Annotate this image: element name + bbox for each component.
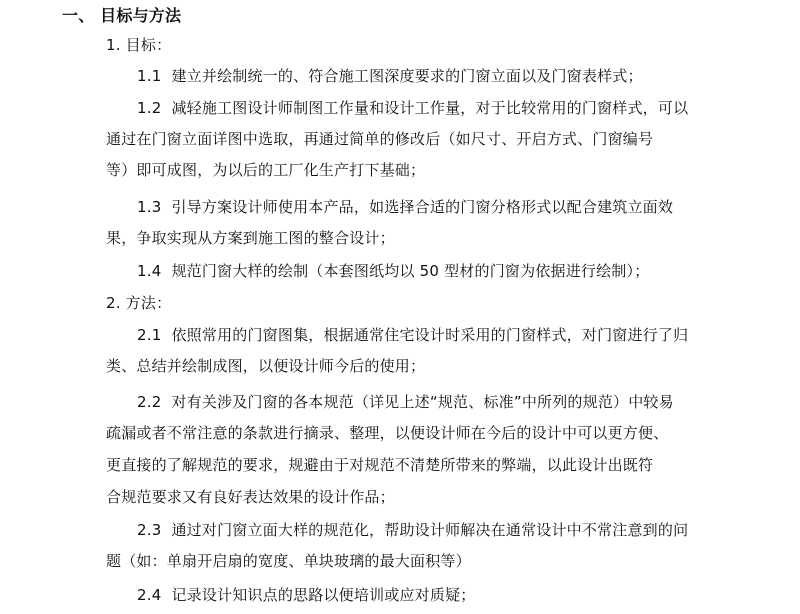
item-number: 2.2 bbox=[137, 393, 162, 411]
item-text: 依照常用的门窗图集，根据通常住宅设计时采用的门窗样式，对门窗进行了归 bbox=[171, 326, 689, 344]
item-text: 记录设计知识点的思路以便培训或应对质疑； bbox=[171, 586, 476, 604]
item-text: 建立并绘制统一的、符合施工图深度要求的门窗立面以及门窗表样式； bbox=[171, 67, 643, 85]
item-text: 规范门窗大样的绘制（本套图纸均以 50 型材的门窗为依据进行绘制）； bbox=[171, 262, 650, 280]
goal-item-1-4 bbox=[137, 261, 649, 281]
method-item-2-4 bbox=[137, 585, 475, 605]
method-item-2-2-line-2: 疏漏或者不常注意的条款进行摘录、整理，以便设计师在今后的设计中可以更方便、 bbox=[106, 424, 669, 442]
goal-item-1-2-line-3: 等）即可成图，为以后的工厂化生产打下基础； bbox=[106, 161, 426, 179]
method-item-2-2-line-4: 合规范要求又有良好表达效果的设计作品； bbox=[106, 488, 395, 506]
item-text: 减轻施工图设计师制图工作量和设计工作量，对于比较常用的门窗样式，可以 bbox=[171, 99, 689, 117]
goals-label: 1. 目标： bbox=[106, 36, 172, 54]
goal-item-1-3 bbox=[137, 197, 673, 217]
item-number: 2.3 bbox=[137, 521, 162, 539]
method-item-2-2-line-3: 更直接的了解规范的要求，规避由于对规范不清楚所带来的弊端，以此设计出既符 bbox=[106, 456, 654, 474]
method-item-2-3 bbox=[137, 520, 688, 540]
item-text: 对有关涉及门窗的各本规范（详见上述“规范、标准”中所列的规范）中较易 bbox=[171, 393, 674, 411]
item-number: 2.4 bbox=[137, 586, 162, 604]
item-number: 1.1 bbox=[137, 67, 162, 85]
method-item-2-3-line-2: 题（如：单扇开启扇的宽度、单块玻璃的最大面积等） bbox=[106, 552, 471, 570]
goal-item-1-3-line-2: 果，争取实现从方案到施工图的整合设计； bbox=[106, 229, 395, 247]
section-heading: 一、 目标与方法 bbox=[62, 6, 182, 25]
method-item-2-1-line-2: 类、总结并绘制成图，以便设计师今后的使用； bbox=[106, 357, 426, 375]
item-number: 1.3 bbox=[137, 198, 162, 216]
item-number: 1.4 bbox=[137, 262, 162, 280]
method-item-2-2 bbox=[137, 392, 674, 412]
item-text: 引导方案设计师使用本产品，如选择合适的门窗分格形式以配合建筑立面效 bbox=[171, 198, 674, 216]
item-number: 2.1 bbox=[137, 326, 162, 344]
item-number: 1.2 bbox=[137, 99, 162, 117]
method-item-2-1 bbox=[137, 325, 688, 345]
goal-item-1-2-line-2: 通过在门窗立面详图中选取，再通过简单的修改后（如尺寸、开启方式、门窗编号 bbox=[106, 130, 654, 148]
methods-label: 2. 方法： bbox=[106, 294, 172, 312]
goal-item-1-1 bbox=[137, 66, 643, 86]
goal-item-1-2 bbox=[137, 98, 688, 118]
item-text: 通过对门窗立面大样的规范化，帮助设计师解决在通常设计中不常注意到的问 bbox=[171, 521, 689, 539]
